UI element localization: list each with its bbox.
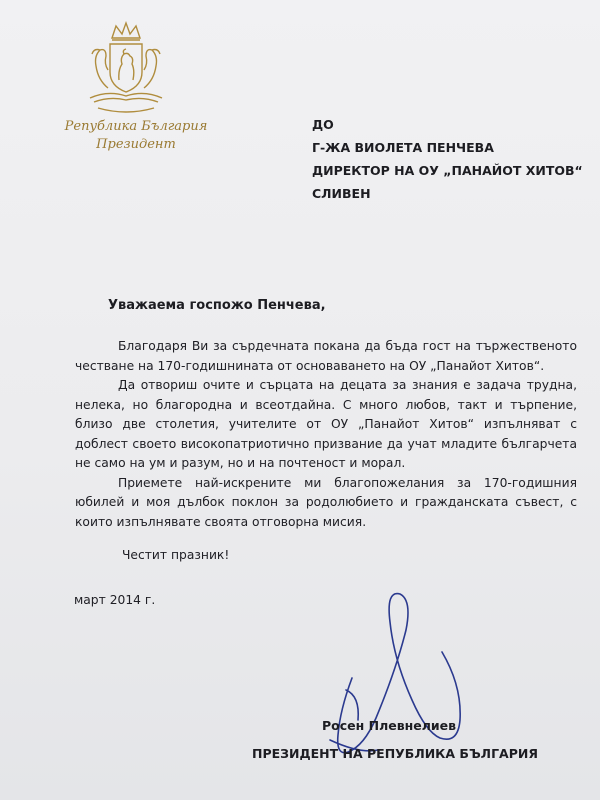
bulgaria-coat-of-arms-icon bbox=[78, 18, 174, 118]
letterhead bbox=[56, 118, 216, 154]
closing-greeting: Честит празник! bbox=[122, 548, 230, 562]
signer-title: ПРЕЗИДЕНТ НА РЕПУБЛИКА БЪЛГАРИЯ bbox=[252, 746, 538, 761]
address-position: ДИРЕКТОР НА ОУ „ПАНАЙОТ ХИТОВ“ bbox=[312, 163, 583, 178]
address-to: ДО bbox=[312, 117, 334, 132]
signer-name: Росен Плевнелиев bbox=[322, 718, 457, 733]
letterhead-country: Република България bbox=[64, 119, 208, 134]
paragraph: Приемете най-искрените ми благопожелания за 170-годишния юбилей и моя дълбок поклон за родолюбието и гражданската съвест, с които изпълнявате своята отговорна мисия. bbox=[75, 475, 577, 529]
address-city: СЛИВЕН bbox=[312, 186, 371, 201]
recipient-address bbox=[312, 113, 583, 205]
address-recipient: Г-ЖА ВИОЛЕТА ПЕНЧЕВА bbox=[312, 140, 494, 155]
letterhead-office: Президент bbox=[96, 137, 176, 152]
paragraph: Благодаря Ви за сърдечната покана да бъда гост на тържественото честване на 170-годишнината от основаването на ОУ „Панайот Хитов“. bbox=[75, 339, 577, 373]
paragraph: Да отвориш очите и сърцата на децата за знания е задача трудна, нелека, но благородна и всеотдайна. С много любов, такт и търпение, близо две столетия, учителите от ОУ „Панайот Хитов“ изпълняват с доблест своето високопатриотично призвание да учат младите българчета не само на ум и разум, но и на почтеност и морал. bbox=[75, 378, 577, 470]
salutation: Уважаема госпожо Пенчева, bbox=[108, 298, 326, 313]
letter-body bbox=[75, 337, 577, 532]
handwritten-signature bbox=[300, 560, 490, 770]
letter-date: март 2014 г. bbox=[74, 593, 156, 607]
